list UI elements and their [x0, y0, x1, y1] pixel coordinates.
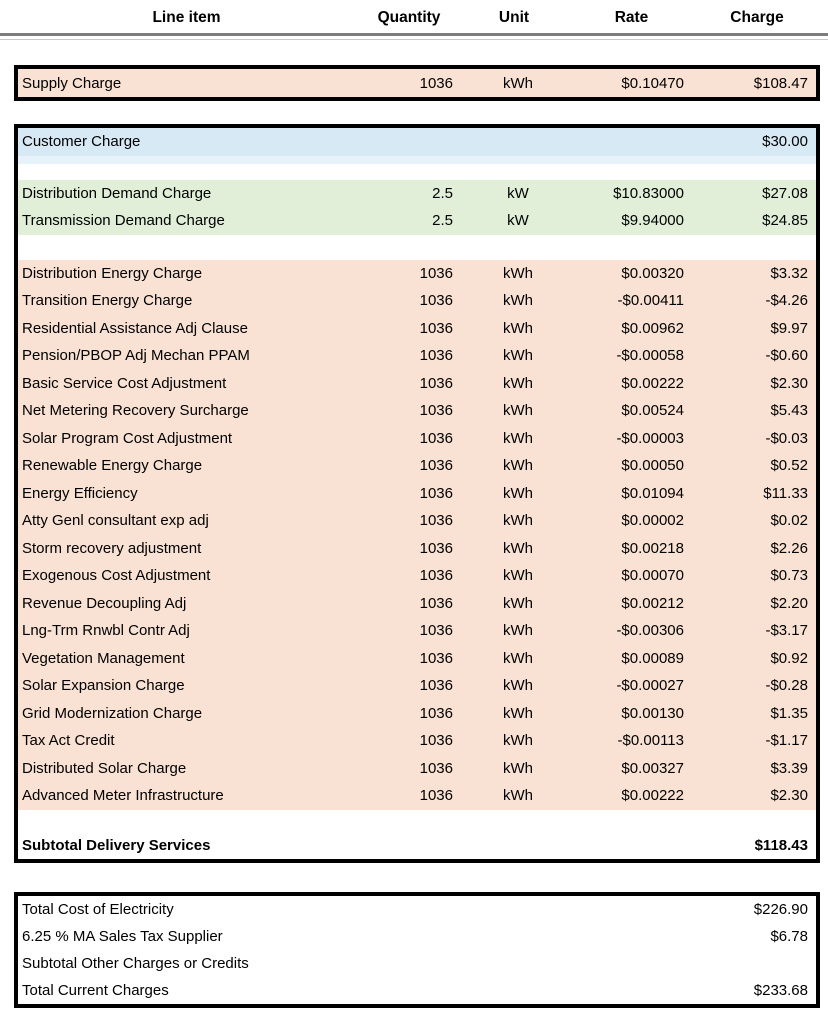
- cell-charge: $226.90: [753, 901, 808, 918]
- cell-charge: -$3.17: [765, 622, 808, 640]
- cell-rate: $0.00130: [621, 704, 684, 722]
- header-divider-shadow-line: [0, 39, 828, 40]
- cell-quantity: 1036: [419, 677, 453, 695]
- cell-charge: $0.73: [770, 567, 808, 585]
- cell-rate: -$0.00306: [616, 622, 684, 640]
- cell-unit: kWh: [503, 649, 533, 667]
- cell-charge: -$0.03: [765, 429, 808, 447]
- cell-line-item: Tax Act Credit: [22, 732, 115, 750]
- cell-unit: kWh: [503, 347, 533, 365]
- cell-line-item: Energy Efficiency: [22, 484, 138, 502]
- cell-rate: $0.00218: [621, 539, 684, 557]
- cell-quantity: 1036: [419, 484, 453, 502]
- cell-rate: $0.00089: [621, 649, 684, 667]
- table-row: [18, 342, 816, 370]
- table-row: [18, 425, 816, 453]
- cell-line-item: Net Metering Recovery Surcharge: [22, 402, 249, 420]
- cell-quantity: 1036: [419, 374, 453, 392]
- cell-unit: kWh: [503, 512, 533, 530]
- cell-line-item: Lng-Trm Rnwbl Contr Adj: [22, 622, 190, 640]
- cell-unit: kWh: [503, 319, 533, 337]
- table-row: [18, 645, 816, 673]
- cell-unit: kW: [507, 184, 529, 202]
- cell-rate: -$0.00003: [616, 429, 684, 447]
- cell-charge: $24.85: [762, 212, 808, 230]
- table-row: [18, 950, 816, 977]
- cell-charge: -$1.17: [765, 732, 808, 750]
- table-row: [18, 260, 816, 288]
- column-header-rate: Rate: [614, 9, 649, 26]
- cell-unit: kWh: [503, 704, 533, 722]
- spacer-row: [18, 156, 816, 164]
- cell-line-item: Residential Assistance Adj Clause: [22, 319, 248, 337]
- cell-unit: kWh: [503, 759, 533, 777]
- cell-line-item: Vegetation Management: [22, 649, 185, 667]
- cell-line-item: Grid Modernization Charge: [22, 704, 203, 722]
- cell-line-item: Distribution Demand Charge: [22, 184, 212, 202]
- cell-rate: $0.00212: [621, 594, 684, 612]
- cell-charge: $1.35: [770, 704, 808, 722]
- header-divider-line: [0, 33, 828, 36]
- cell-quantity: 1036: [419, 539, 453, 557]
- cell-unit: kWh: [503, 402, 533, 420]
- cell-line-item: Revenue Decoupling Adj: [22, 594, 187, 612]
- table-row: [18, 480, 816, 508]
- cell-line-item: Storm recovery adjustment: [22, 539, 202, 557]
- cell-quantity: 1036: [419, 732, 453, 750]
- cell-charge: $2.30: [770, 374, 808, 392]
- table-row: [18, 832, 816, 860]
- cell-charge: $11.33: [763, 484, 808, 502]
- spacer-row: [18, 235, 816, 260]
- cell-quantity: 1036: [419, 457, 453, 475]
- cell-charge: $2.26: [770, 539, 808, 557]
- cell-quantity: 1036: [419, 622, 453, 640]
- cell-rate: -$0.00027: [616, 677, 684, 695]
- cell-rate: $0.00320: [621, 264, 684, 282]
- cell-line-item: Total Current Charges: [22, 982, 169, 999]
- cell-charge: -$4.26: [765, 292, 808, 310]
- cell-line-item: Subtotal Other Charges or Credits: [22, 955, 249, 972]
- bill-table: [0, 3, 828, 1008]
- table-row: [18, 782, 816, 810]
- cell-charge: $0.92: [770, 649, 808, 667]
- cell-line-item: Basic Service Cost Adjustment: [22, 374, 227, 392]
- table-row: [18, 207, 816, 235]
- cell-unit: kWh: [503, 484, 533, 502]
- cell-line-item: Solar Program Cost Adjustment: [22, 429, 233, 447]
- spacer-row: [18, 164, 816, 180]
- cell-unit: kWh: [503, 677, 533, 695]
- table-row: [18, 672, 816, 700]
- spacer-row: [18, 810, 816, 832]
- cell-rate: $0.00050: [621, 457, 684, 475]
- cell-charge: $118.43: [754, 836, 808, 854]
- cell-rate: -$0.00411: [617, 292, 684, 310]
- column-header-charge: Charge: [730, 9, 784, 26]
- cell-charge: $233.68: [753, 982, 808, 999]
- cell-charge: $9.97: [770, 319, 808, 337]
- cell-rate: $0.00002: [621, 512, 684, 530]
- cell-quantity: 1036: [419, 74, 453, 92]
- cell-charge: $5.43: [770, 402, 808, 420]
- cell-unit: kWh: [503, 622, 533, 640]
- cell-quantity: 2.5: [432, 184, 453, 202]
- cell-line-item: Atty Genl consultant exp adj: [22, 512, 209, 530]
- cell-quantity: 1036: [419, 567, 453, 585]
- column-header-line-item: Line item: [152, 9, 221, 26]
- cell-charge: $108.47: [753, 74, 808, 92]
- cell-line-item: Subtotal Delivery Services: [22, 836, 211, 854]
- table-row: [18, 397, 816, 425]
- table-row: [18, 69, 816, 97]
- cell-charge: $6.78: [770, 928, 808, 945]
- cell-quantity: 1036: [419, 512, 453, 530]
- cell-quantity: 1036: [419, 402, 453, 420]
- cell-quantity: 1036: [419, 347, 453, 365]
- cell-line-item: Pension/PBOP Adj Mechan PPAM: [22, 347, 250, 365]
- cell-unit: kWh: [503, 74, 533, 92]
- cell-quantity: 1036: [419, 759, 453, 777]
- table-row: [18, 755, 816, 783]
- cell-unit: kWh: [503, 264, 533, 282]
- cell-line-item: Exogenous Cost Adjustment: [22, 567, 211, 585]
- cell-charge: $30.00: [762, 133, 808, 151]
- cell-unit: kWh: [503, 567, 533, 585]
- cell-rate: $0.00327: [621, 759, 684, 777]
- cell-rate: $0.00222: [621, 787, 684, 805]
- cell-line-item: Distributed Solar Charge: [22, 759, 187, 777]
- table-row: [18, 287, 816, 315]
- cell-unit: kWh: [503, 374, 533, 392]
- cell-rate: -$0.00113: [617, 732, 684, 750]
- table-row: [18, 535, 816, 563]
- cell-charge: -$0.60: [765, 347, 808, 365]
- table-row: [18, 507, 816, 535]
- table-row: [18, 128, 816, 156]
- cell-unit: kWh: [503, 429, 533, 447]
- table-row: [18, 315, 816, 343]
- table-row: [18, 180, 816, 208]
- column-header-row: [0, 3, 828, 33]
- table-row: [18, 452, 816, 480]
- cell-quantity: 1036: [419, 704, 453, 722]
- table-row: [18, 370, 816, 398]
- cell-quantity: 1036: [419, 292, 453, 310]
- cell-line-item: Distribution Energy Charge: [22, 264, 203, 282]
- cell-charge: $2.20: [770, 594, 808, 612]
- column-header-unit: Unit: [498, 9, 530, 26]
- cell-rate: $0.01094: [621, 484, 684, 502]
- cell-charge: $0.02: [770, 512, 808, 530]
- cell-rate: $0.00524: [621, 402, 684, 420]
- cell-unit: kWh: [503, 732, 533, 750]
- cell-line-item: Customer Charge: [22, 133, 141, 151]
- supply-charge-rows: [18, 69, 816, 97]
- cell-quantity: 1036: [419, 787, 453, 805]
- cell-unit: kWh: [503, 292, 533, 310]
- cell-line-item: Solar Expansion Charge: [22, 677, 185, 695]
- cell-charge: $0.52: [770, 457, 808, 475]
- delivery-services-rows: [18, 128, 816, 859]
- cell-unit: kW: [507, 212, 529, 230]
- cell-line-item: Transmission Demand Charge: [22, 212, 225, 230]
- cell-unit: kWh: [503, 594, 533, 612]
- table-row: [18, 700, 816, 728]
- totals-rows: [18, 896, 816, 1004]
- table-row: [18, 923, 816, 950]
- cell-rate: $10.83000: [613, 184, 684, 202]
- delivery-services-box: [14, 124, 820, 863]
- cell-quantity: 1036: [419, 649, 453, 667]
- cell-charge: $3.39: [770, 759, 808, 777]
- table-row: [18, 617, 816, 645]
- cell-quantity: 1036: [419, 264, 453, 282]
- cell-rate: -$0.00058: [616, 347, 684, 365]
- cell-charge: -$0.28: [765, 677, 808, 695]
- cell-quantity: 1036: [419, 594, 453, 612]
- cell-line-item: Total Cost of Electricity: [22, 901, 174, 918]
- cell-rate: $0.00222: [621, 374, 684, 392]
- cell-unit: kWh: [503, 457, 533, 475]
- cell-unit: kWh: [503, 787, 533, 805]
- cell-line-item: Renewable Energy Charge: [22, 457, 203, 475]
- cell-line-item: Advanced Meter Infrastructure: [22, 787, 224, 805]
- cell-quantity: 2.5: [432, 212, 453, 230]
- supply-charge-box: [14, 65, 820, 101]
- cell-rate: $9.94000: [621, 212, 684, 230]
- cell-line-item: 6.25 % MA Sales Tax Supplier: [22, 928, 223, 945]
- table-row: [18, 562, 816, 590]
- cell-rate: $0.00962: [621, 319, 684, 337]
- cell-unit: kWh: [503, 539, 533, 557]
- cell-rate: $0.10470: [621, 74, 684, 92]
- totals-box: [14, 892, 820, 1008]
- cell-line-item: Supply Charge: [22, 74, 122, 92]
- cell-rate: $0.00070: [621, 567, 684, 585]
- column-header-quantity: Quantity: [377, 9, 441, 26]
- cell-line-item: Transition Energy Charge: [22, 292, 193, 310]
- table-row: [18, 896, 816, 923]
- cell-charge: $2.30: [770, 787, 808, 805]
- table-row: [18, 590, 816, 618]
- table-row: [18, 977, 816, 1004]
- cell-charge: $27.08: [762, 184, 808, 202]
- table-row: [18, 727, 816, 755]
- cell-quantity: 1036: [419, 429, 453, 447]
- cell-charge: $3.32: [770, 264, 808, 282]
- cell-quantity: 1036: [419, 319, 453, 337]
